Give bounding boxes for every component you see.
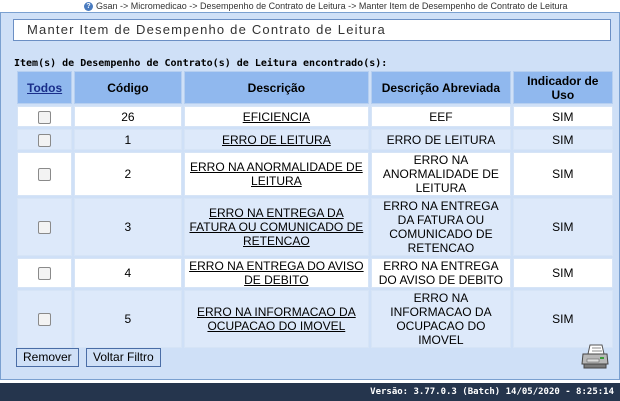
abreviada-cell: ERRO NA ENTREGA DA FATURA OU COMUNICADO DE RETENCAO	[371, 198, 510, 256]
codigo-cell: 5	[74, 290, 181, 348]
table-row	[17, 129, 613, 150]
descricao-link[interactable]: ERRO DE LEITURA	[222, 132, 331, 147]
header-descricao-abreviada: Descrição Abreviada	[371, 71, 510, 104]
table-row	[17, 152, 613, 196]
abreviada-cell: ERRO NA ENTREGA DO AVISO DE DEBITO	[371, 258, 510, 288]
descricao-link[interactable]: EFICIENCIA	[242, 109, 311, 124]
header-codigo: Código	[74, 71, 181, 104]
indicador-cell: SIM	[513, 258, 613, 288]
descricao-link[interactable]: ERRO NA ANORMALIDADE DE LEITURA	[190, 160, 363, 188]
table-row	[17, 198, 613, 256]
indicador-cell: SIM	[513, 152, 613, 196]
remover-button[interactable]: Remover	[16, 348, 79, 367]
header-indicador-uso: Indicador de Uso	[513, 71, 613, 104]
page-title: Manter Item de Desempenho de Contrato de Leitura	[13, 19, 611, 41]
codigo-cell: 3	[74, 198, 181, 256]
descricao-link[interactable]: ERRO NA ENTREGA DO AVISO DE DEBITO	[189, 259, 364, 287]
codigo-cell: 1	[74, 129, 181, 150]
indicador-cell: SIM	[513, 106, 613, 127]
voltar-filtro-button[interactable]: Voltar Filtro	[86, 348, 161, 367]
codigo-cell: 26	[74, 106, 181, 127]
row-checkbox[interactable]	[38, 221, 51, 234]
table-row	[17, 258, 613, 288]
help-icon[interactable]: ?	[84, 2, 93, 11]
codigo-cell: 4	[74, 258, 181, 288]
descricao-link[interactable]: ERRO NA ENTREGA DA FATURA OU COMUNICADO DE RETENCAO	[189, 206, 364, 248]
row-checkbox[interactable]	[38, 111, 51, 124]
header-descricao: Descrição	[184, 71, 370, 104]
row-checkbox[interactable]	[38, 313, 51, 326]
row-checkbox[interactable]	[38, 134, 51, 147]
breadcrumb-text: Gsan -> Micromedicao -> Desempenho de Contrato de Leitura -> Manter Item de Desempenho de Contrato de Leitura	[96, 1, 568, 11]
indicador-cell: SIM	[513, 198, 613, 256]
found-label: Item(s) de Desempenho de Contrato(s) de Leitura encontrado(s):	[14, 58, 388, 69]
indicador-cell: SIM	[513, 290, 613, 348]
abreviada-cell: ERRO DE LEITURA	[371, 129, 510, 150]
select-all-link[interactable]: Todos	[17, 71, 72, 104]
results-table	[15, 69, 615, 350]
indicador-cell: SIM	[513, 129, 613, 150]
descricao-link[interactable]: ERRO NA INFORMACAO DA OCUPACAO DO IMOVEL	[197, 305, 356, 333]
row-checkbox[interactable]	[38, 168, 51, 181]
table-row	[17, 290, 613, 348]
abreviada-cell: ERRO NA INFORMACAO DA OCUPACAO DO IMOVEL	[371, 290, 510, 348]
abreviada-cell: ERRO NA ANORMALIDADE DE LEITURA	[371, 152, 510, 196]
abreviada-cell: EEF	[371, 106, 510, 127]
main-panel	[0, 12, 620, 380]
printer-icon[interactable]	[580, 342, 610, 370]
row-checkbox[interactable]	[38, 267, 51, 280]
codigo-cell: 2	[74, 152, 181, 196]
version-footer: Versão: 3.77.0.3 (Batch) 14/05/2020 - 8:25:14	[0, 383, 620, 401]
table-row	[17, 106, 613, 127]
